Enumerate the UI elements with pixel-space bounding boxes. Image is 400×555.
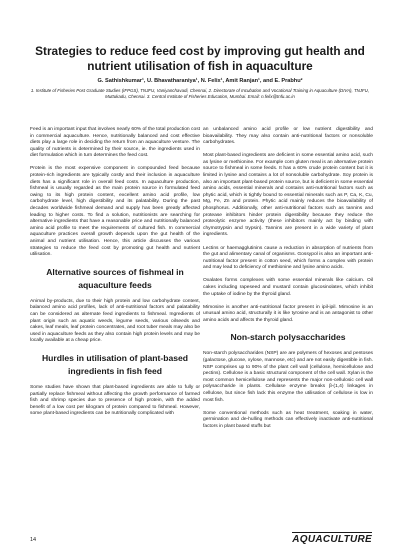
paragraph: Mimosine is another anti-nutritional factor present in ipil-ipil. Mimosine is an unusual amino acid, structurally it is like tyrosine and is an antagonist to other amino acids and affects the thyroid gland.	[203, 304, 373, 323]
right-column	[203, 127, 373, 437]
paragraph: Oxalates forms complexes with some essential minerals like calcium. Oil cakes including rapeseed and mustard contain glucosinolates, which inhibit the uptake of iodine by the thyroid gland.	[203, 278, 373, 297]
paragraph: Animal by-products, due to their high protein and low carbohydrate content, balanced amino acid profiles, lack of anti-nutritional factors and palatability can be considered as alternate feed ingredients to fishmeal. Ingredients of plant origin such as aquatic weeds, legume seeds, various oilseeds and cakes, leaf meals, leaf protein concentrates, and root tuber meals may also be used in aquaculture feeds as they also contain high protein levels and may be locally available at a cheap price.	[30, 298, 200, 344]
paragraph: Non-starch polysaccharides (NSP) are are polymers of hexoses and pentoses (galactose, glucose, xylose, mannose, etc) and are not easily digestible in fish. NSP comprises up to 90% of the plant cell wall (cellulose, hemicellulose and pectins). Cellulose is a basic structural component of the cell wall. Xylan is the most common hemicellulose and represents the major non-cellulosic cell wall polysaccharide in plants. Cellulase enzyme breaks β-(1,4) linkages in cellulose, but since fish lack this enzyme the utilisation of cellulose is low in most fish.	[203, 351, 373, 403]
paragraph: Protein is the most expensive component in compounded feed because protein-rich ingredients are typically costly and their inclusion in aquaculture diets has a significant role in overall feed costs. In aquaculture production, fishmeal is usually regarded as the main protein source in formulated feed owing to its high protein content, excellent amino acid profile, low carbohydrate level, high digestibility and its palatability. During the past decades worldwide fishmeal demand and supply has been greatly affected leading to higher costs. To find a solution, nutritionists are searching for alternative ingredients that have a reasonable price and nutritionally balanced amino acid profile to meet the requirements of cultured fish. In commercial aquaculture practices overall growth depends upon the gut health of the animal and nutrient utilisation. Hence, this article discusses the various strategies to reduce the feed cost by promoting gut health and nutrient utilisation.	[30, 166, 200, 258]
paragraph: Some conventional methods such as heat treatment, soaking in water, germination and de-hulling methods can effectively inactivate anti-nutritional factors in plant based stuffs but	[203, 410, 373, 429]
section-heading: Hurdles in utilisation of plant-based ingredients in fish feed	[41, 352, 189, 376]
section-heading: Non-starch polysaccharides	[230, 332, 346, 343]
author-list: G. Sathishkumar¹, U. Bhavatharaniya¹, N. Felix¹, Amit Ranjan¹, and E. Prabhu²	[97, 78, 303, 84]
paragraph: Most plant-based ingredients are deficient in some essential amino acid, such as lysine or methionine. For example corn gluten meal is an alternative protein source to fishmeal in some feeds. It has a 60% crude protein content but it is limited in lysine and contains a lot of nonsoluble carbohydrate. Soy protein is also an important plant-based protein source, but is deficient in some essential amino acids, essential minerals and contains anti-nutritional factors such as phytic acid, which is tightly bound to essential minerals such as P, Ca, K, Cu, Mg, Fe, Zn and protein. Phytic acid mainly reduces the bioavailability of phosphorus. Additionally, other anti-nutritional factors such as tannins and protease inhibitors hinder protein digestibility because they reduce the proteolytic enzyme activity (these inhibitors mainly act by binding with chymotrypsin and trypsin). Tannins are present in a wide variety of plant ingredients.	[203, 153, 373, 238]
section-heading: Alternative sources of fishmeal in aquaculture feeds	[46, 266, 184, 290]
page-number: 14	[30, 537, 37, 543]
left-column	[30, 127, 200, 424]
article-title: Strategies to reduce feed cost by improving gut health and nutrient utilisation of fish in aquaculture	[35, 44, 365, 73]
paragraph: Some studies have shown that plant-based ingredients are able to fully or partially replace fishmeal without affecting the growth performance of farmed fish and shrimp species due to presence of high protein, with the added benefit of a low cost per kilogram of protein compared to fishmeal. However, some plant-based ingredients can be nutritionally complicated with	[30, 384, 200, 417]
paragraph: Feed is an important input that involves nearly 60% of the total production cost in commercial aquaculture. Hence, nutritionally balanced and cost effective diets play a large role in deciding the return from an aquaculture venture. The quality of nutrients is determined by their source, ie. the ingredients used in diet formulation which in turn determines the feed cost.	[30, 127, 200, 159]
paragraph: an unbalanced amino acid profile or low nutrient digestibility and bioavailability. They may also contain anti-nutritional factors or nonsoluble carbohydrates.	[203, 127, 373, 146]
affiliation-text: 1. Institute of Fisheries Post Graduate Studies (IFPGS), TNJFU, Vaniyanchavadi, Chennai, 2. Directorate of Incubation and Vocational Training in Aquaculture (DIVA), TNJFU, Muttukadu, Chennai. 3. Central Institute of Fisheries Education, Mumbai. Email: n.felix@tnfu.ac.in	[30, 88, 370, 100]
paragraph: Lectins or haemagglutinins cause a reduction in absorption of nutrients from the gut and alimentary canal of organisms. Gossypol is also an important anti-nutritional factor present in cotton seed, which forms a complex with protein and may lead to deficiency of methionine and lysine amino acids.	[203, 245, 373, 271]
magazine-logo: AQUACULTURE	[292, 534, 372, 545]
